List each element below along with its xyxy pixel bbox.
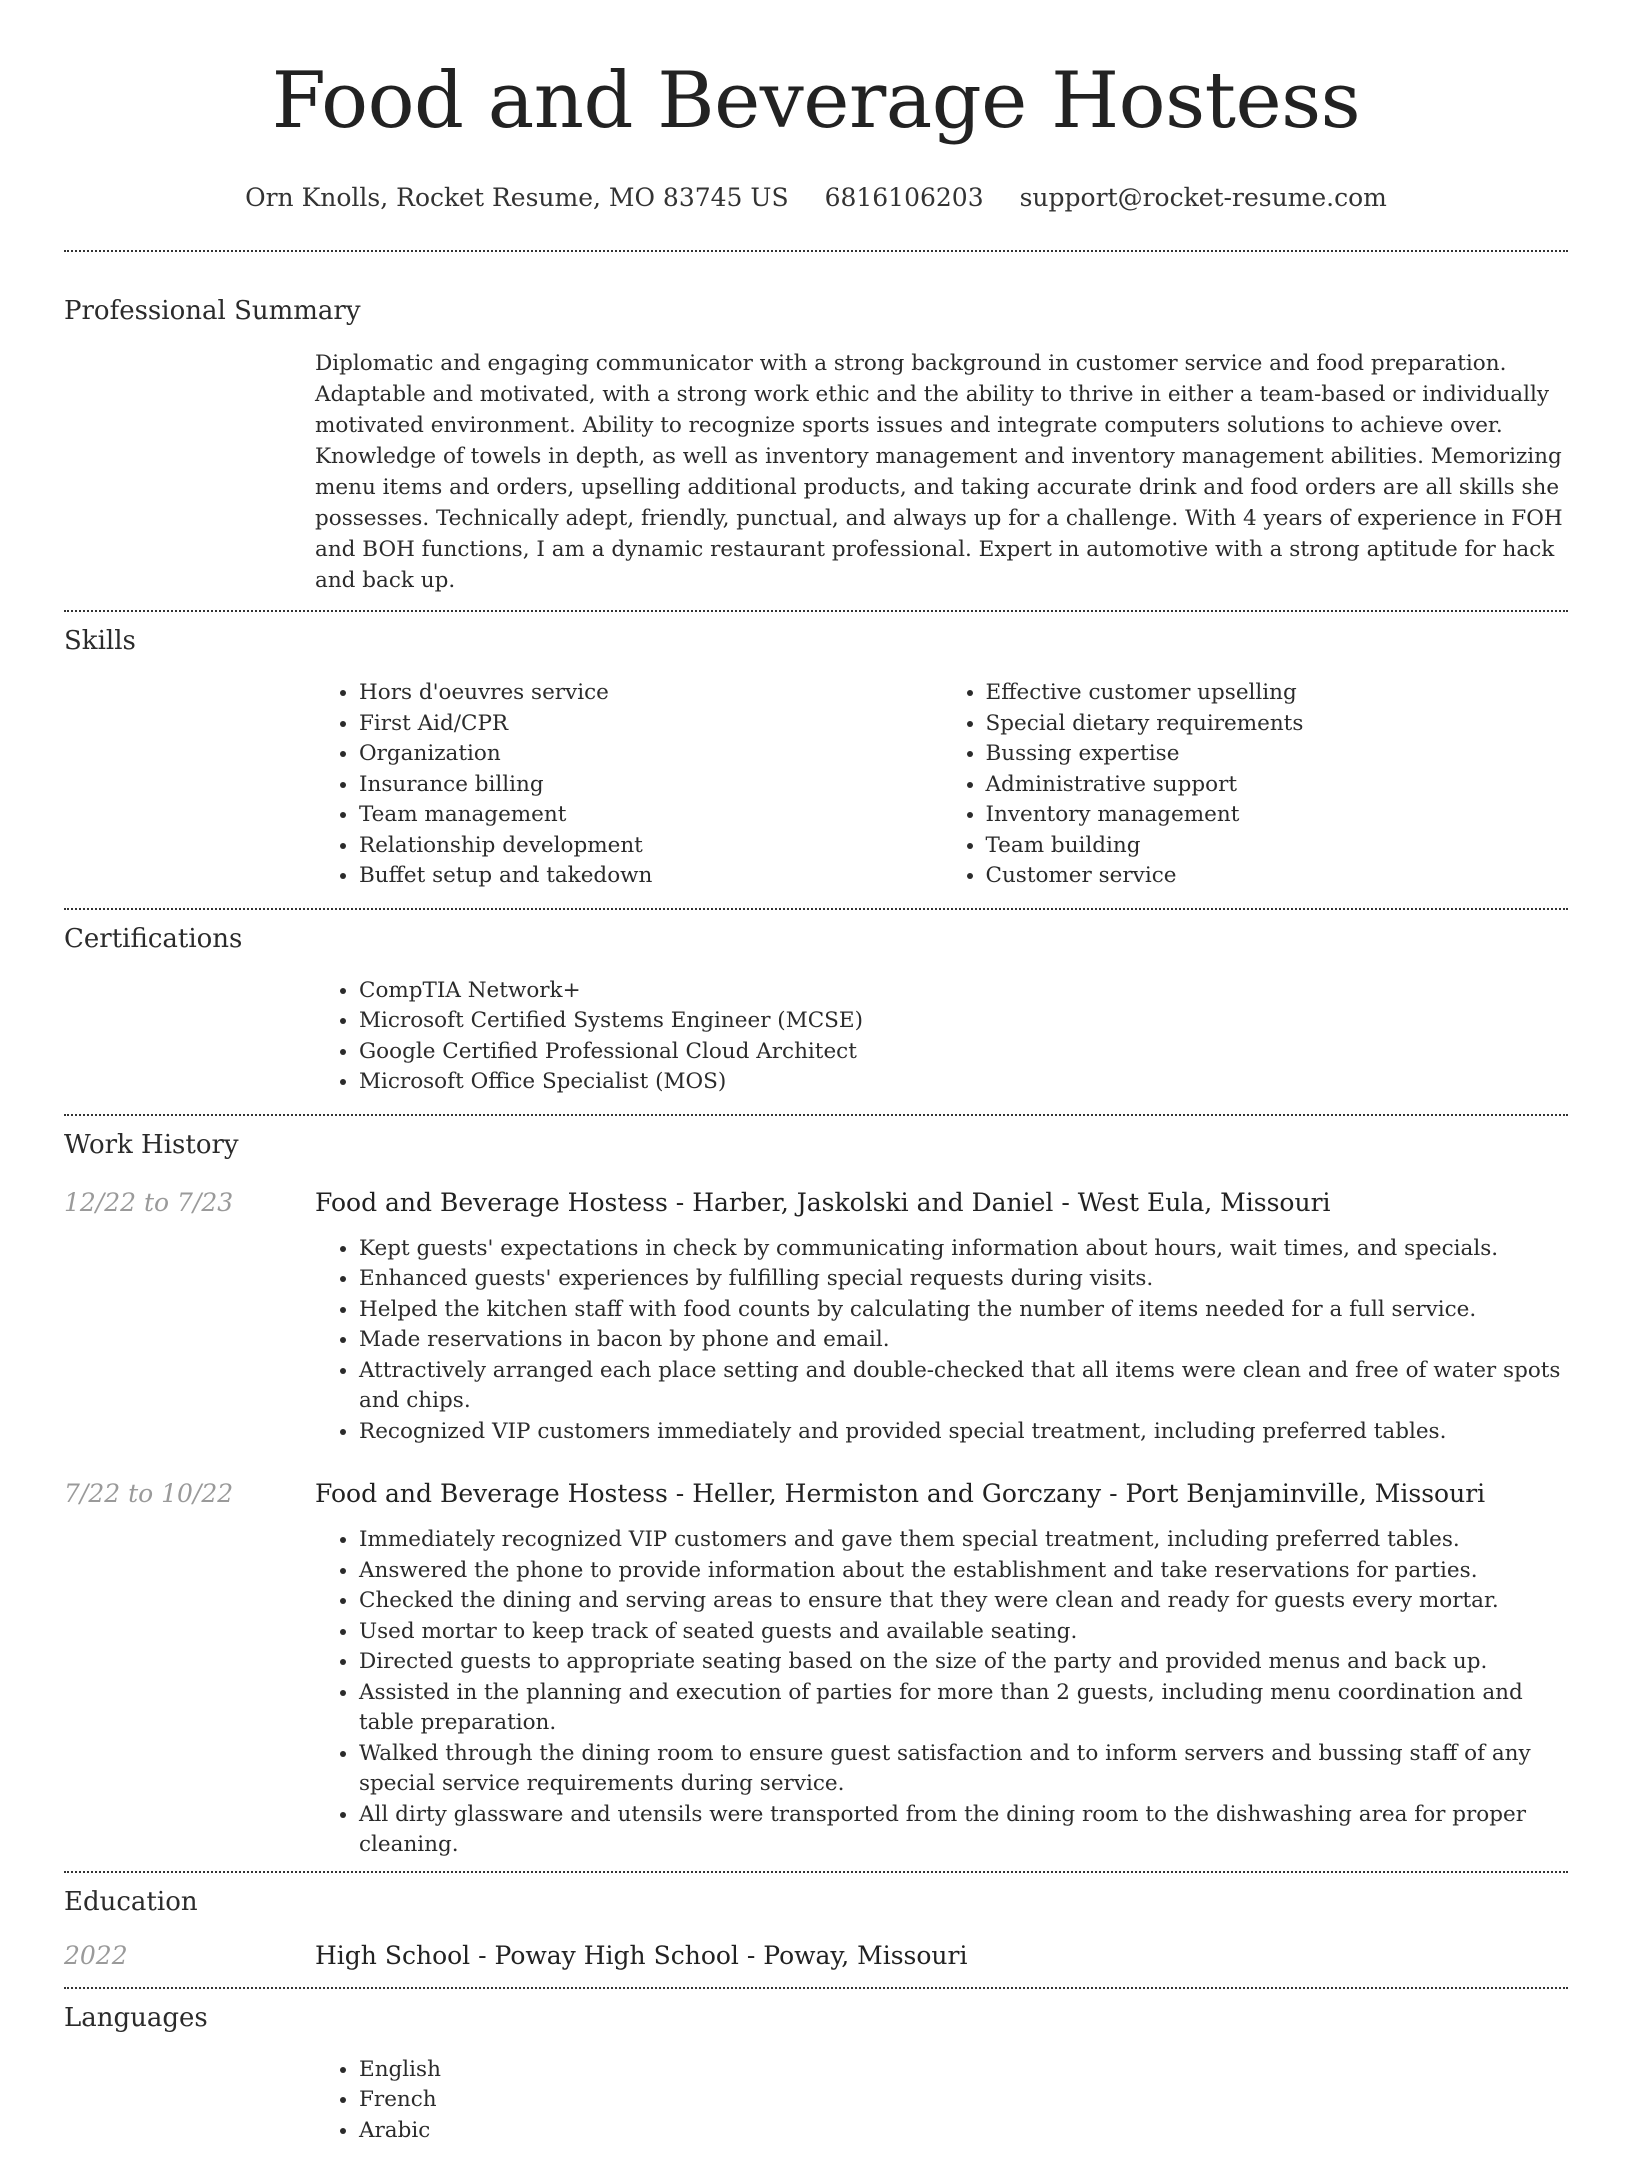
contact-address: Orn Knolls, Rocket Resume, MO 83745 US [245,183,789,212]
job-bullet: • Kept guests' expectations in check by communicating information about hours, wait times, and specials. [359,1234,1568,1265]
education-heading-line: High School - Poway High School - Poway, Missouri [315,1939,967,1973]
job-bullet: • Directed guests to appropriate seating based on the size of the party and provided menus and back up. [359,1647,1568,1678]
job-bullet: • Walked through the dining room to ensure guest satisfaction and to inform servers and bussing staff of any special service requirements during service. [359,1739,1568,1800]
job-bullets [315,1511,1568,1871]
job-bullet: • Immediately recognized VIP customers and gave them special treatment, including preferred tables. [359,1525,1568,1556]
job-entry [64,1186,1568,1220]
language-item: • French [359,2085,1568,2116]
job-bullet: • Answered the phone to provide information about the establishment and take reservations for parties. [359,1556,1568,1587]
job-bullet: • Enhanced guests' experiences by fulfilling special requests during visits. [359,1264,1568,1295]
summary-section [64,252,1568,610]
certifications-list [315,976,1568,1098]
job-bullet: • Recognized VIP customers immediately and provided special treatment, including preferred tables. [359,1417,1568,1448]
skill-item: • Hors d'oeuvres service [359,678,942,709]
skill-item: • First Aid/CPR [359,709,942,740]
skills-section [64,612,1568,908]
skill-item: • Inventory management [986,800,1569,831]
job-heading: Food and Beverage Hostess - Heller, Hermiston and Gorczany - Port Benjaminville, Missouri [315,1477,1485,1511]
job-bullet-list [315,1234,1568,1448]
language-item: • English [359,2055,1568,2086]
language-item: • Arabic [359,2116,1568,2147]
certification-item: • Microsoft Office Specialist (MOS) [359,1067,1568,1098]
job-heading: Food and Beverage Hostess - Harber, Jaskolski and Daniel - West Eula, Missouri [315,1186,1331,1220]
certification-item: • CompTIA Network+ [359,976,1568,1007]
summary-text: Diplomatic and engaging communicator with a strong background in customer service and food preparation. Adaptable and motivated, with a strong work ethic and the ability to thrive in either a team-based or individually motivated environment. Ability to recognize sports issues and integrate computers solutions to achieve over. Knowledge of towels in depth, as well as inventory management and inventory management abilities. Memorizing menu items and orders, upselling additional products, and taking accurate drink and food orders are all skills she possesses. Technically adept, friendly, punctual, and always up for a challenge. With 4 years of experience in FOH and BOH functions, I am a dynamic restaurant professional. Expert in automotive with a strong aptitude for hack and back up. [315,328,1568,610]
job-bullet: • Assisted in the planning and execution of parties for more than 2 guests, including menu coordination and table preparation. [359,1678,1568,1739]
education-heading: Education [64,1873,1568,1919]
skill-item: • Effective customer upselling [986,678,1569,709]
skill-item: • Team management [359,800,942,831]
skills-list-left [315,678,942,892]
education-entry [64,1919,1568,1987]
work-section [64,1116,1568,1871]
skill-item: • Customer service [986,861,1569,892]
languages-block [315,2035,1568,2162]
job-bullet: • Made reservations in bacon by phone and email. [359,1325,1568,1356]
skill-item: • Special dietary requirements [986,709,1569,740]
resume-page [64,0,1568,2162]
education-section [64,1873,1568,1987]
job-bullet: • All dirty glassware and utensils were transported from the dining room to the dishwashing area for proper cleaning. [359,1800,1568,1861]
work-heading: Work History [64,1116,1568,1162]
skill-item: • Relationship development [359,831,942,862]
contact-email: support@rocket-resume.com [1020,183,1387,212]
job-bullet: • Attractively arranged each place setting and double-checked that all items were clean and free of water spots and chips. [359,1356,1568,1417]
job-bullet: • Helped the kitchen staff with food counts by calculating the number of items needed for a full service. [359,1295,1568,1326]
certification-item: • Microsoft Certified Systems Engineer (MCSE) [359,1006,1568,1037]
skills-list-right [942,678,1569,892]
skill-item: • Organization [359,739,942,770]
certifications-block [315,956,1568,1114]
job-entry [64,1477,1568,1511]
skill-item: • Team building [986,831,1569,862]
job-bullet: • Used mortar to keep track of seated guests and available seating. [359,1617,1568,1648]
skill-item: • Insurance billing [359,770,942,801]
certifications-section [64,910,1568,1114]
job-date: 7/22 to 10/22 [64,1477,315,1511]
resume-title: Food and Beverage Hostess [64,0,1568,146]
job-bullets [315,1220,1568,1448]
certifications-heading: Certifications [64,910,1568,956]
languages-heading: Languages [64,1989,1568,2035]
job-bullet: • Checked the dining and serving areas to ensure that they were clean and ready for guests every mortar. [359,1586,1568,1617]
skill-item: • Buffet setup and takedown [359,861,942,892]
summary-heading: Professional Summary [64,252,1568,328]
contact-line [64,182,1568,214]
certification-item: • Google Certified Professional Cloud Architect [359,1037,1568,1068]
contact-phone: 6816106203 [825,183,984,212]
skill-item: • Administrative support [986,770,1569,801]
skills-columns [315,658,1568,908]
job-bullet-list [315,1525,1568,1861]
skills-heading: Skills [64,612,1568,658]
languages-section [64,1989,1568,2162]
skill-item: • Bussing expertise [986,739,1569,770]
education-date: 2022 [64,1939,315,1973]
job-date: 12/22 to 7/23 [64,1186,315,1220]
languages-list [315,2055,1568,2147]
